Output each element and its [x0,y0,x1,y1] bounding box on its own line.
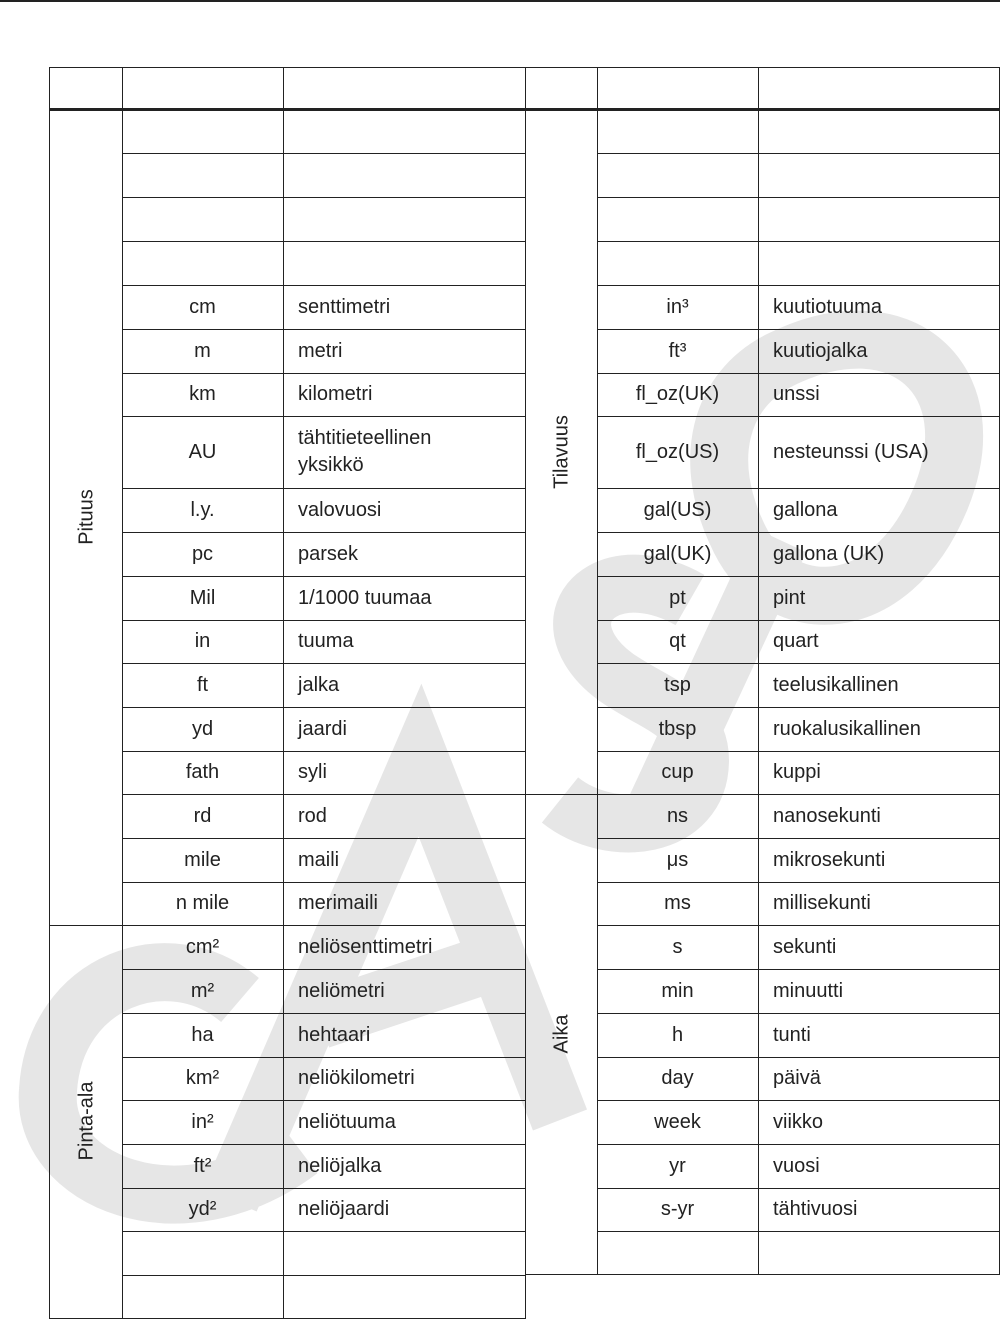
left-unit-symbol: km [189,383,216,405]
right-unit-symbol: ns [666,804,689,827]
right-unit-name: gallona [773,498,838,521]
left-unit-symbol: in [194,630,211,652]
right-unit-name: viikko [773,1110,824,1133]
left-unit-symbol: in² [191,1110,214,1133]
left-unit-name: hehtaari [298,1023,371,1046]
left-outer-border [49,109,50,1318]
right-unit-symbol: min [661,979,694,1002]
header-cell [758,67,999,109]
right-unit-symbol: tbsp [658,717,697,740]
right-unit-name: tähtivuosi [773,1198,858,1220]
right-unit-symbol: gal(US) [643,498,712,521]
right-unit-name: päivä [773,1067,821,1089]
right-unit-symbol: ft³ [668,339,687,362]
right-unit-symbol: s [672,935,683,958]
left-unit-name: neliöjalka [298,1154,382,1177]
right-row-border [525,1274,1000,1275]
left-unit-symbol: Mil [189,586,216,609]
right-unit-symbol: s-yr [660,1198,695,1220]
left-unit-name [283,1275,525,1318]
right-unit-name: kuppi [773,761,821,783]
left-unit-name [283,197,525,241]
right-unit-symbol: in³ [666,295,689,318]
left-unit-symbol: cm [189,295,216,318]
right-unit-symbol [597,109,758,153]
right-unit-symbol: ms [664,892,691,914]
right-unit-symbol [597,197,758,241]
left-unit-symbol: yd² [188,1198,217,1220]
left-unit-name: valovuosi [298,498,382,521]
left-unit-symbol: cm² [185,935,220,958]
right-unit-symbol: day [661,1067,694,1089]
right-unit-symbol: tsp [664,673,691,696]
left-unit-name: senttimetri [298,295,391,318]
right-unit-name: nesteunssi (USA) [773,440,929,463]
left-unit-symbol: ft² [193,1154,212,1177]
right-unit-name: minuutti [773,979,844,1002]
left-unit-name: neliömetri [298,979,385,1002]
right-unit-name: quart [773,630,819,652]
left-unit-symbol: yd [191,717,214,740]
left-unit-name: tuuma [298,630,354,652]
right-unit-name: pint [773,586,806,609]
left-unit-symbol: n mile [175,892,230,914]
left-unit-symbol [122,197,283,241]
left-unit-symbol [122,1275,283,1318]
left-unit-name: neliötuuma [298,1110,396,1133]
left-unit-symbol: ft [196,673,209,696]
left-unit-name [283,1231,525,1275]
left-unit-name: kilometri [298,383,373,405]
right-unit-name: nanosekunti [773,804,881,827]
left-unit-name [283,109,525,153]
right-unit-symbol: fl_oz(US) [635,440,720,463]
left-unit-symbol: ha [191,1023,214,1046]
left-unit-name: tähtitieteellinen yksikkö [298,427,432,476]
right-unit-symbol: qt [669,630,686,652]
right-unit-name [758,1231,999,1274]
left-unit-name: neliökilometri [298,1067,415,1089]
left-unit-symbol: fath [185,761,220,783]
right-unit-symbol: μs [666,848,689,871]
right-unit-symbol: week [654,1110,701,1133]
left-unit-name: maili [298,848,340,871]
right-unit-name [758,109,999,153]
right-unit-symbol [597,1231,758,1274]
left-unit-symbol [122,1231,283,1275]
right-unit-symbol: yr [669,1154,686,1177]
left-unit-symbol [122,109,283,153]
left-unit-name [283,153,525,197]
left-unit-name: rod [298,804,327,827]
right-unit-symbol: pt [669,586,686,609]
left-unit-name [283,241,525,285]
group-label-aika: Aika [550,1014,573,1054]
right-unit-symbol [597,241,758,285]
right-unit-name: mikrosekunti [773,848,886,871]
group-label-pinta-ala: Pinta-ala [75,1081,98,1161]
left-unit-symbol [122,241,283,285]
right-unit-name [758,153,999,197]
right-unit-name: kuutiojalka [773,339,868,362]
right-unit-name: sekunti [773,935,837,958]
left-unit-symbol: l.y. [190,498,215,521]
left-unit-name: neliöjaardi [298,1198,390,1220]
left-unit-name: jalka [298,673,340,696]
right-unit-name: tunti [773,1023,811,1046]
right-unit-name: vuosi [773,1154,820,1177]
right-unit-name: ruokalusikallinen [773,717,921,740]
left-unit-symbol: mile [184,848,221,871]
left-unit-symbol: pc [191,542,214,565]
group-label-pituus: Pituus [75,489,98,545]
group-label-tilavuus: Tilavuus [550,415,573,489]
right-unit-name: gallona (UK) [773,542,885,565]
center-divider [525,109,526,1318]
left-unit-name: neliösenttimetri [298,935,433,958]
left-unit-name: jaardi [298,717,347,740]
header-cell [283,67,525,109]
left-unit-symbol: rd [193,804,212,827]
right-unit-symbol [597,153,758,197]
left-unit-name: 1/1000 tuumaa [298,586,432,609]
header-cell [597,67,758,109]
left-unit-symbol: m² [190,979,215,1002]
right-unit-name: unssi [773,383,820,405]
header-cell [525,67,597,109]
right-unit-symbol: h [671,1023,684,1046]
right-unit-symbol: fl_oz(UK) [635,383,720,405]
left-unit-symbol [122,153,283,197]
right-unit-name: millisekunti [773,892,871,914]
right-unit-name: teelusikallinen [773,673,899,696]
right-unit-symbol: cup [661,761,694,783]
left-unit-name: parsek [298,542,359,565]
left-unit-symbol: m [194,339,211,362]
right-unit-name: kuutiotuuma [773,295,882,318]
left-unit-name: syli [298,761,327,783]
left-unit-symbol: km² [185,1067,220,1089]
right-unit-name [758,241,999,285]
header-cell [49,67,122,109]
left-unit-symbol: AU [188,440,217,463]
right-unit-name [758,197,999,241]
left-unit-name: merimaili [298,892,378,914]
right-unit-symbol: gal(UK) [643,542,712,565]
header-cell [122,67,283,109]
left-unit-name: metri [298,339,343,362]
